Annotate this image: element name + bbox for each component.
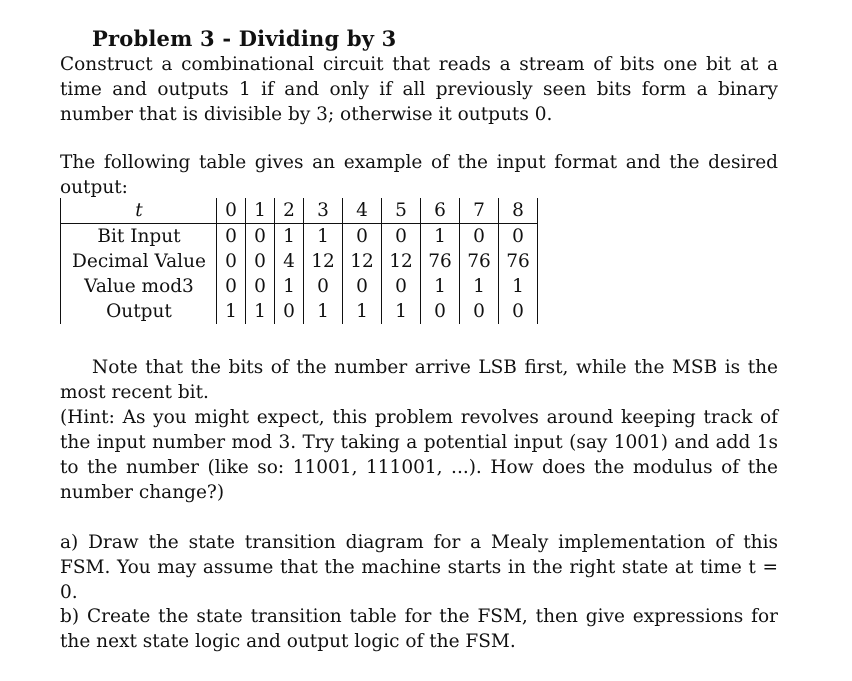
- table-cell: 0: [343, 224, 382, 250]
- table-cell: 1: [304, 224, 343, 250]
- table-cell: 1: [499, 274, 538, 299]
- table-cell: 0: [246, 249, 275, 274]
- table-cell: 1: [304, 299, 343, 324]
- table-cell: 6: [421, 198, 460, 224]
- table-cell: 3: [304, 198, 343, 224]
- table-cell: 0: [421, 299, 460, 324]
- table-cell: 0: [382, 224, 421, 250]
- row-label: Bit Input: [61, 224, 217, 250]
- notes-block: [60, 355, 778, 505]
- table-row: [61, 274, 538, 299]
- table-cell: 7: [460, 198, 499, 224]
- table-cell: 0: [246, 224, 275, 250]
- table-cell: 1: [246, 299, 275, 324]
- table-row: [61, 224, 538, 250]
- row-label: Value mod3: [61, 274, 217, 299]
- row-label: Decimal Value: [61, 249, 217, 274]
- table-cell: 0: [382, 274, 421, 299]
- table-cell: 76: [499, 249, 538, 274]
- table-cell: 8: [499, 198, 538, 224]
- table-cell: 0: [217, 224, 246, 250]
- table-cell: 4: [343, 198, 382, 224]
- table-cell: 0: [304, 274, 343, 299]
- table-cell: 0: [275, 299, 304, 324]
- table-cell: 76: [421, 249, 460, 274]
- table-cell: 1: [275, 224, 304, 250]
- example-table: [60, 198, 538, 324]
- table-cell: 1: [421, 274, 460, 299]
- row-label: t: [61, 198, 217, 224]
- table-cell: 76: [460, 249, 499, 274]
- table-cell: 1: [275, 274, 304, 299]
- hint-text: (Hint: As you might expect, this problem revolves around keeping track of the input number mod 3. Try taking a potential input (say 1001) and add 1s to the number (like so: 11001, 111001, ...). How does the modulus of the number change?): [60, 407, 778, 503]
- table-cell: 1: [246, 198, 275, 224]
- table-cell: 4: [275, 249, 304, 274]
- table-cell: 1: [382, 299, 421, 324]
- problem-description: Construct a combinational circuit that reads a stream of bits one bit at a time and outputs 1 if and only if all previously seen bits form a binary number that is divisible by 3; otherwise it outputs 0.: [60, 54, 778, 125]
- table-cell: 12: [304, 249, 343, 274]
- part-b-question: b) Create the state transition table for the FSM, then give expressions for the next state logic and output logic of the FSM.: [60, 606, 778, 652]
- table-cell: 0: [217, 274, 246, 299]
- table-cell: 1: [217, 299, 246, 324]
- part-a-question: a) Draw the state transition diagram for a Mealy implementation of this FSM. You may assume that the machine starts in the right state at time t = 0.: [60, 532, 778, 603]
- problem-title: Problem 3 - Dividing by 3: [92, 26, 397, 51]
- table-header-row: [61, 198, 538, 224]
- table-cell: 1: [343, 299, 382, 324]
- table-cell: 1: [460, 274, 499, 299]
- table-cell: 0: [460, 224, 499, 250]
- table-cell: 0: [217, 249, 246, 274]
- table-cell: 12: [382, 249, 421, 274]
- table-cell: 2: [275, 198, 304, 224]
- table-cell: 0: [343, 274, 382, 299]
- table-cell: 0: [460, 299, 499, 324]
- table-cell: 5: [382, 198, 421, 224]
- table-cell: 0: [246, 274, 275, 299]
- table-row: [61, 299, 538, 324]
- table-cell: 1: [421, 224, 460, 250]
- table-cell: 0: [499, 224, 538, 250]
- table-row: [61, 249, 538, 274]
- table-cell: 12: [343, 249, 382, 274]
- table-cell: 0: [217, 198, 246, 224]
- table-cell: 0: [499, 299, 538, 324]
- table-intro: The following table gives an example of the input format and the desired output:: [60, 152, 778, 198]
- row-label: Output: [61, 299, 217, 324]
- lsb-note: Note that the bits of the number arrive LSB first, while the MSB is the most recent bit.: [60, 357, 778, 403]
